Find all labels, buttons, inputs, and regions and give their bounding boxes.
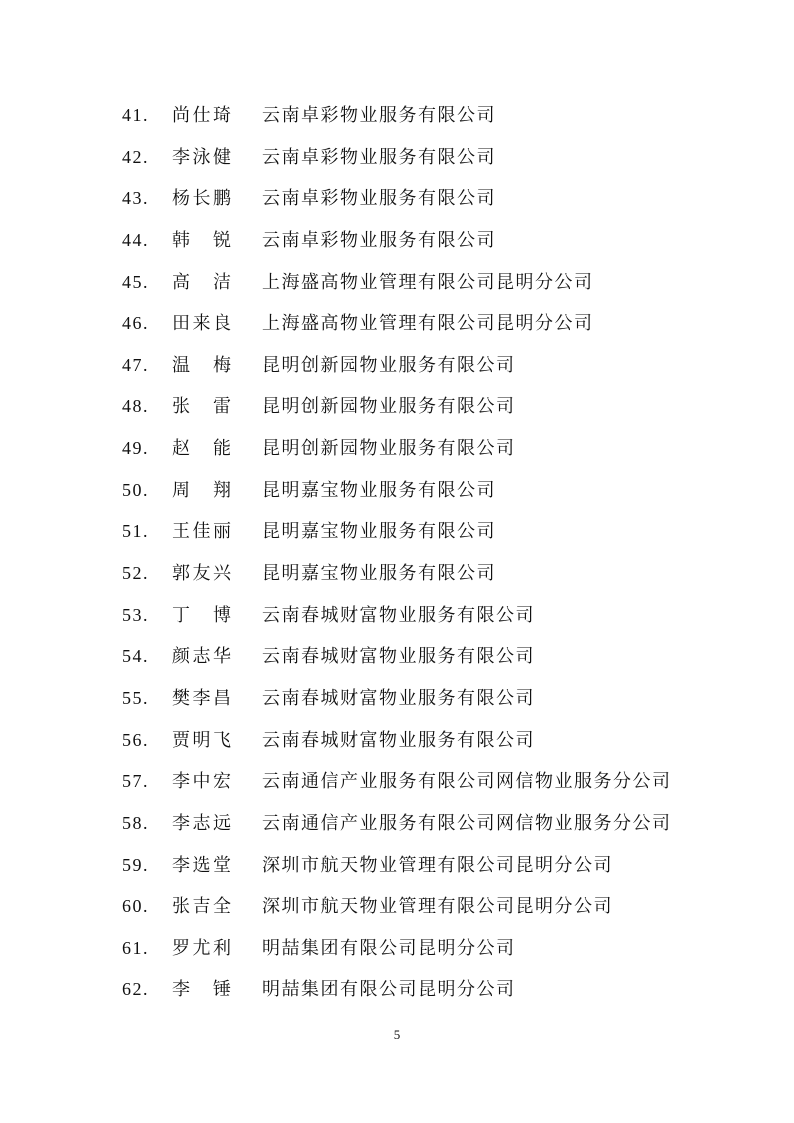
entry-number: 60. — [122, 896, 149, 917]
list-item — [0, 969, 794, 1011]
company-name: 明喆集团有限公司昆明分公司 — [262, 979, 516, 1001]
person-name: 赵 能 — [172, 438, 232, 460]
company-name: 昆明创新园物业服务有限公司 — [262, 354, 516, 376]
list-item — [0, 178, 794, 220]
list-item — [0, 386, 794, 428]
company-name: 昆明嘉宝物业服务有限公司 — [262, 479, 496, 501]
company-name: 上海盛高物业管理有限公司昆明分公司 — [262, 313, 594, 335]
person-name: 高 洁 — [172, 271, 232, 293]
person-name: 尚仕琦 — [172, 105, 232, 126]
list-item — [0, 886, 794, 928]
list-item — [0, 678, 794, 720]
company-name: 云南卓彩物业服务有限公司 — [262, 105, 496, 126]
entry-number: 55. — [122, 687, 149, 708]
list-item — [0, 803, 794, 845]
company-name: 深圳市航天物业管理有限公司昆明分公司 — [262, 854, 613, 876]
company-name: 明喆集团有限公司昆明分公司 — [262, 937, 516, 959]
entry-number: 52. — [122, 563, 149, 584]
entry-number: 59. — [122, 854, 149, 875]
list-item — [0, 845, 794, 887]
company-name: 云南春城财富物业服务有限公司 — [262, 604, 535, 626]
company-name: 昆明创新园物业服务有限公司 — [262, 396, 516, 418]
entry-number: 61. — [122, 937, 149, 958]
person-name: 杨长鹏 — [172, 188, 232, 210]
person-name: 张 雷 — [172, 396, 232, 418]
list-item — [0, 553, 794, 595]
person-name: 李志远 — [172, 812, 232, 834]
person-name: 张吉全 — [172, 896, 232, 918]
list-item — [0, 470, 794, 512]
company-name: 昆明嘉宝物业服务有限公司 — [262, 521, 496, 543]
person-name: 郭友兴 — [172, 563, 232, 585]
entry-number: 50. — [122, 479, 149, 500]
person-name: 田来良 — [172, 313, 232, 335]
company-name: 昆明嘉宝物业服务有限公司 — [262, 563, 496, 585]
page-number: 5 — [393, 1027, 401, 1042]
entry-number: 48. — [122, 396, 149, 417]
person-name: 李 锤 — [172, 979, 232, 1001]
list-item — [0, 720, 794, 762]
company-name: 云南卓彩物业服务有限公司 — [262, 146, 496, 168]
list-item — [0, 428, 794, 470]
entry-number: 62. — [122, 979, 149, 1000]
entry-number: 42. — [122, 146, 149, 167]
person-name: 李选堂 — [172, 854, 232, 876]
entry-number: 51. — [122, 521, 149, 542]
list-item — [0, 345, 794, 387]
entry-number: 43. — [122, 188, 149, 209]
company-name: 云南春城财富物业服务有限公司 — [262, 646, 535, 668]
company-name: 上海盛高物业管理有限公司昆明分公司 — [262, 271, 594, 293]
person-name: 韩 锐 — [172, 229, 232, 251]
entry-number: 57. — [122, 771, 149, 792]
person-name: 李泳健 — [172, 146, 232, 168]
company-name: 云南春城财富物业服务有限公司 — [262, 687, 535, 709]
list-item — [0, 511, 794, 553]
entry-number: 53. — [122, 604, 149, 625]
entry-number: 41. — [122, 105, 149, 125]
personnel-list — [0, 95, 794, 1011]
entry-number: 47. — [122, 354, 149, 375]
list-item — [0, 95, 794, 137]
entry-number: 56. — [122, 729, 149, 750]
company-name: 深圳市航天物业管理有限公司昆明分公司 — [262, 896, 613, 918]
person-name: 贾明飞 — [172, 729, 232, 751]
entry-number: 58. — [122, 812, 149, 833]
entry-number: 45. — [122, 271, 149, 292]
person-name: 颜志华 — [172, 646, 232, 668]
list-item — [0, 220, 794, 262]
list-item — [0, 303, 794, 345]
list-item — [0, 262, 794, 304]
person-name: 温 梅 — [172, 354, 232, 376]
list-item — [0, 595, 794, 637]
entry-number: 44. — [122, 229, 149, 250]
person-name: 樊李昌 — [172, 687, 232, 709]
company-name: 云南春城财富物业服务有限公司 — [262, 729, 535, 751]
person-name: 王佳丽 — [172, 521, 232, 543]
company-name: 云南通信产业服务有限公司网信物业服务分公司 — [262, 812, 672, 834]
person-name: 罗尤利 — [172, 937, 232, 959]
list-item — [0, 928, 794, 970]
person-name: 周 翔 — [172, 479, 232, 501]
company-name: 云南卓彩物业服务有限公司 — [262, 188, 496, 210]
company-name: 昆明创新园物业服务有限公司 — [262, 438, 516, 460]
person-name: 丁 博 — [172, 604, 232, 626]
list-item — [0, 636, 794, 678]
entry-number: 46. — [122, 313, 149, 334]
company-name: 云南卓彩物业服务有限公司 — [262, 229, 496, 251]
entry-number: 54. — [122, 646, 149, 667]
company-name: 云南通信产业服务有限公司网信物业服务分公司 — [262, 771, 672, 793]
person-name: 李中宏 — [172, 771, 232, 793]
list-item — [0, 761, 794, 803]
list-item — [0, 137, 794, 179]
entry-number: 49. — [122, 438, 149, 459]
